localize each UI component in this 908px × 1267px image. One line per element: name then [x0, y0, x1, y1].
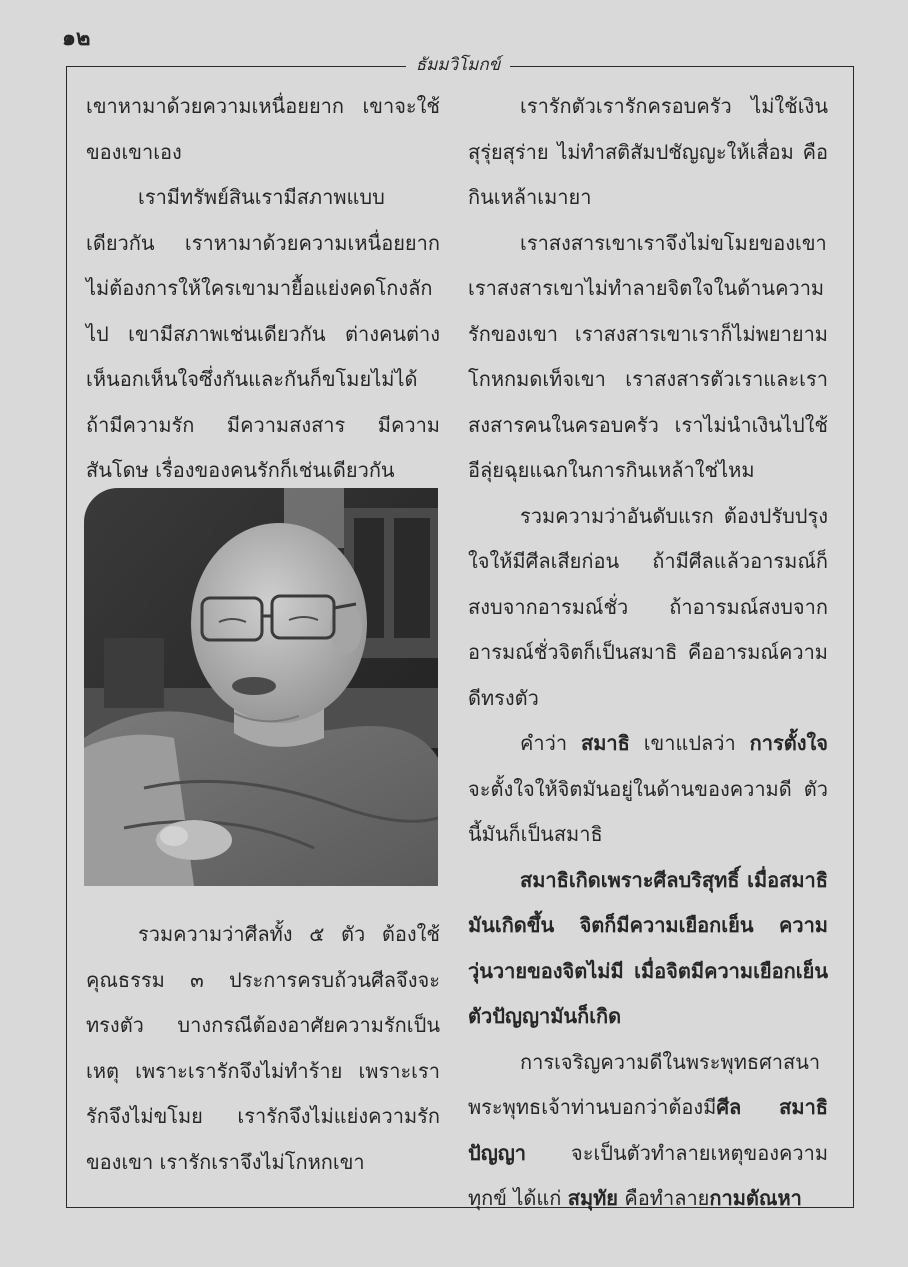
right-paragraph-2: เราสงสารเขาเราจึงไม่ขโมยของเขา เราสงสารเขาไม่ทำลายจิตใจในด้านความรักของเขา เราสงสารเขาเราก็ไม่พยายามโกหกมดเท็จเขา เราสงสารตัวเราและเราสงสารคนในครอบครัว เราไม่นำเงินไปใช้อีลุ่ยฉุยแฉกในการกินเหล้าใช่ไหม: [468, 230, 828, 482]
emphasis-samadhi: สมาธิ: [779, 1095, 828, 1119]
emphasis-kamatanha: กามตัณหา: [709, 1186, 802, 1210]
left-paragraph-2: เรามีทรัพย์สินเรามีสภาพแบบเดียวกัน เราหามาด้วยความเหนื่อยยาก ไม่ต้องการให้ใครเขามายื้อแย่งคดโกงลักไป เขามีสภาพเช่นเดียวกัน ต่างคนต่างเห็นอกเห็นใจซึ่งกันและกันก็ขโมยไม่ได้ ถ้ามีความรัก มีความสงสาร มีความสันโดษ เรื่องของคนรักก็เช่นเดียวกัน: [86, 185, 440, 482]
emphasis-determination: การตั้งใจ: [749, 731, 828, 755]
right-column: [468, 84, 828, 1222]
text-run: การเจริญความดีในพระพุทธศาสนา พระพุทธเจ้าท่านบอกว่าต้องมี: [468, 1049, 821, 1119]
right-paragraph-6: [468, 1040, 828, 1222]
text-run: เขาแปลว่า: [629, 731, 750, 755]
left-paragraph-1: เขาหามาด้วยความเหนื่อยยาก เขาจะใช้ของเขาเอง: [86, 94, 440, 164]
monk-photo: [84, 488, 438, 886]
text-run: จะเป็นตัวทำลายเหตุของความทุกข์ ได้แก่: [468, 1140, 828, 1210]
left-paragraph-3: รวมความว่าศีลทั้ง ๕ ตัว ต้องใช้คุณธรรม ๓ ประการครบถ้วนศีลจึงจะทรงตัว บางกรณีต้องอาศัยความรักเป็นเหตุ เพราะเรารักจึงไม่ทำร้าย เพราะเรารักจึงไม่ขโมย เรารักจึงไม่แย่งความรักของเขา เรารักเราจึงไม่โกหกเขา: [86, 922, 440, 1174]
emphasis-panna: ปัญญา: [468, 1140, 527, 1165]
left-column: [86, 84, 440, 1174]
text-run: จะตั้งใจให้จิตมันอยู่ในด้านของความดี ตัวนี้มันก็เป็นสมาธิ: [468, 776, 828, 846]
running-title: ธัมมวิโมกข์: [415, 55, 501, 75]
text-run: [741, 1095, 779, 1119]
right-paragraph-4: [468, 721, 828, 858]
right-paragraph-1: เรารักตัวเรารักครอบครัว ไม่ใช้เงินสุรุ่ยสุร่าย ไม่ทำสติสัมปชัญญะให้เสื่อม คือกินเหล้าเมายา: [468, 94, 828, 209]
monk-portrait-image: [84, 488, 438, 886]
emphasis-samudaya: สมุทัย: [567, 1186, 619, 1210]
page-number: ๑๒: [62, 26, 91, 51]
text-run: คำว่า: [520, 731, 581, 755]
emphasis-samadhi: สมาธิ: [580, 731, 630, 755]
emphasis-sila: ศีล: [716, 1095, 742, 1119]
right-paragraph-3: รวมความว่าอันดับแรก ต้องปรับปรุงใจให้มีศีลเสียก่อน ถ้ามีศีลแล้วอารมณ์ก็สงบจากอารมณ์ชั่ว ถ้าอารมณ์สงบจากอารมณ์ชั่วจิตก็เป็นสมาธิ คืออารมณ์ความดีทรงตัว: [468, 503, 828, 710]
text-run: คือทำลาย: [618, 1186, 710, 1210]
right-paragraph-5: สมาธิเกิดเพราะศีลบริสุทธิ์ เมื่อสมาธิมันเกิดขึ้น จิตก็มีความเยือกเย็น ความวุ่นวายของจิตไม่มี เมื่อจิตมีความเยือกเย็น ตัวปัญญามันก็เกิด: [468, 867, 828, 1028]
